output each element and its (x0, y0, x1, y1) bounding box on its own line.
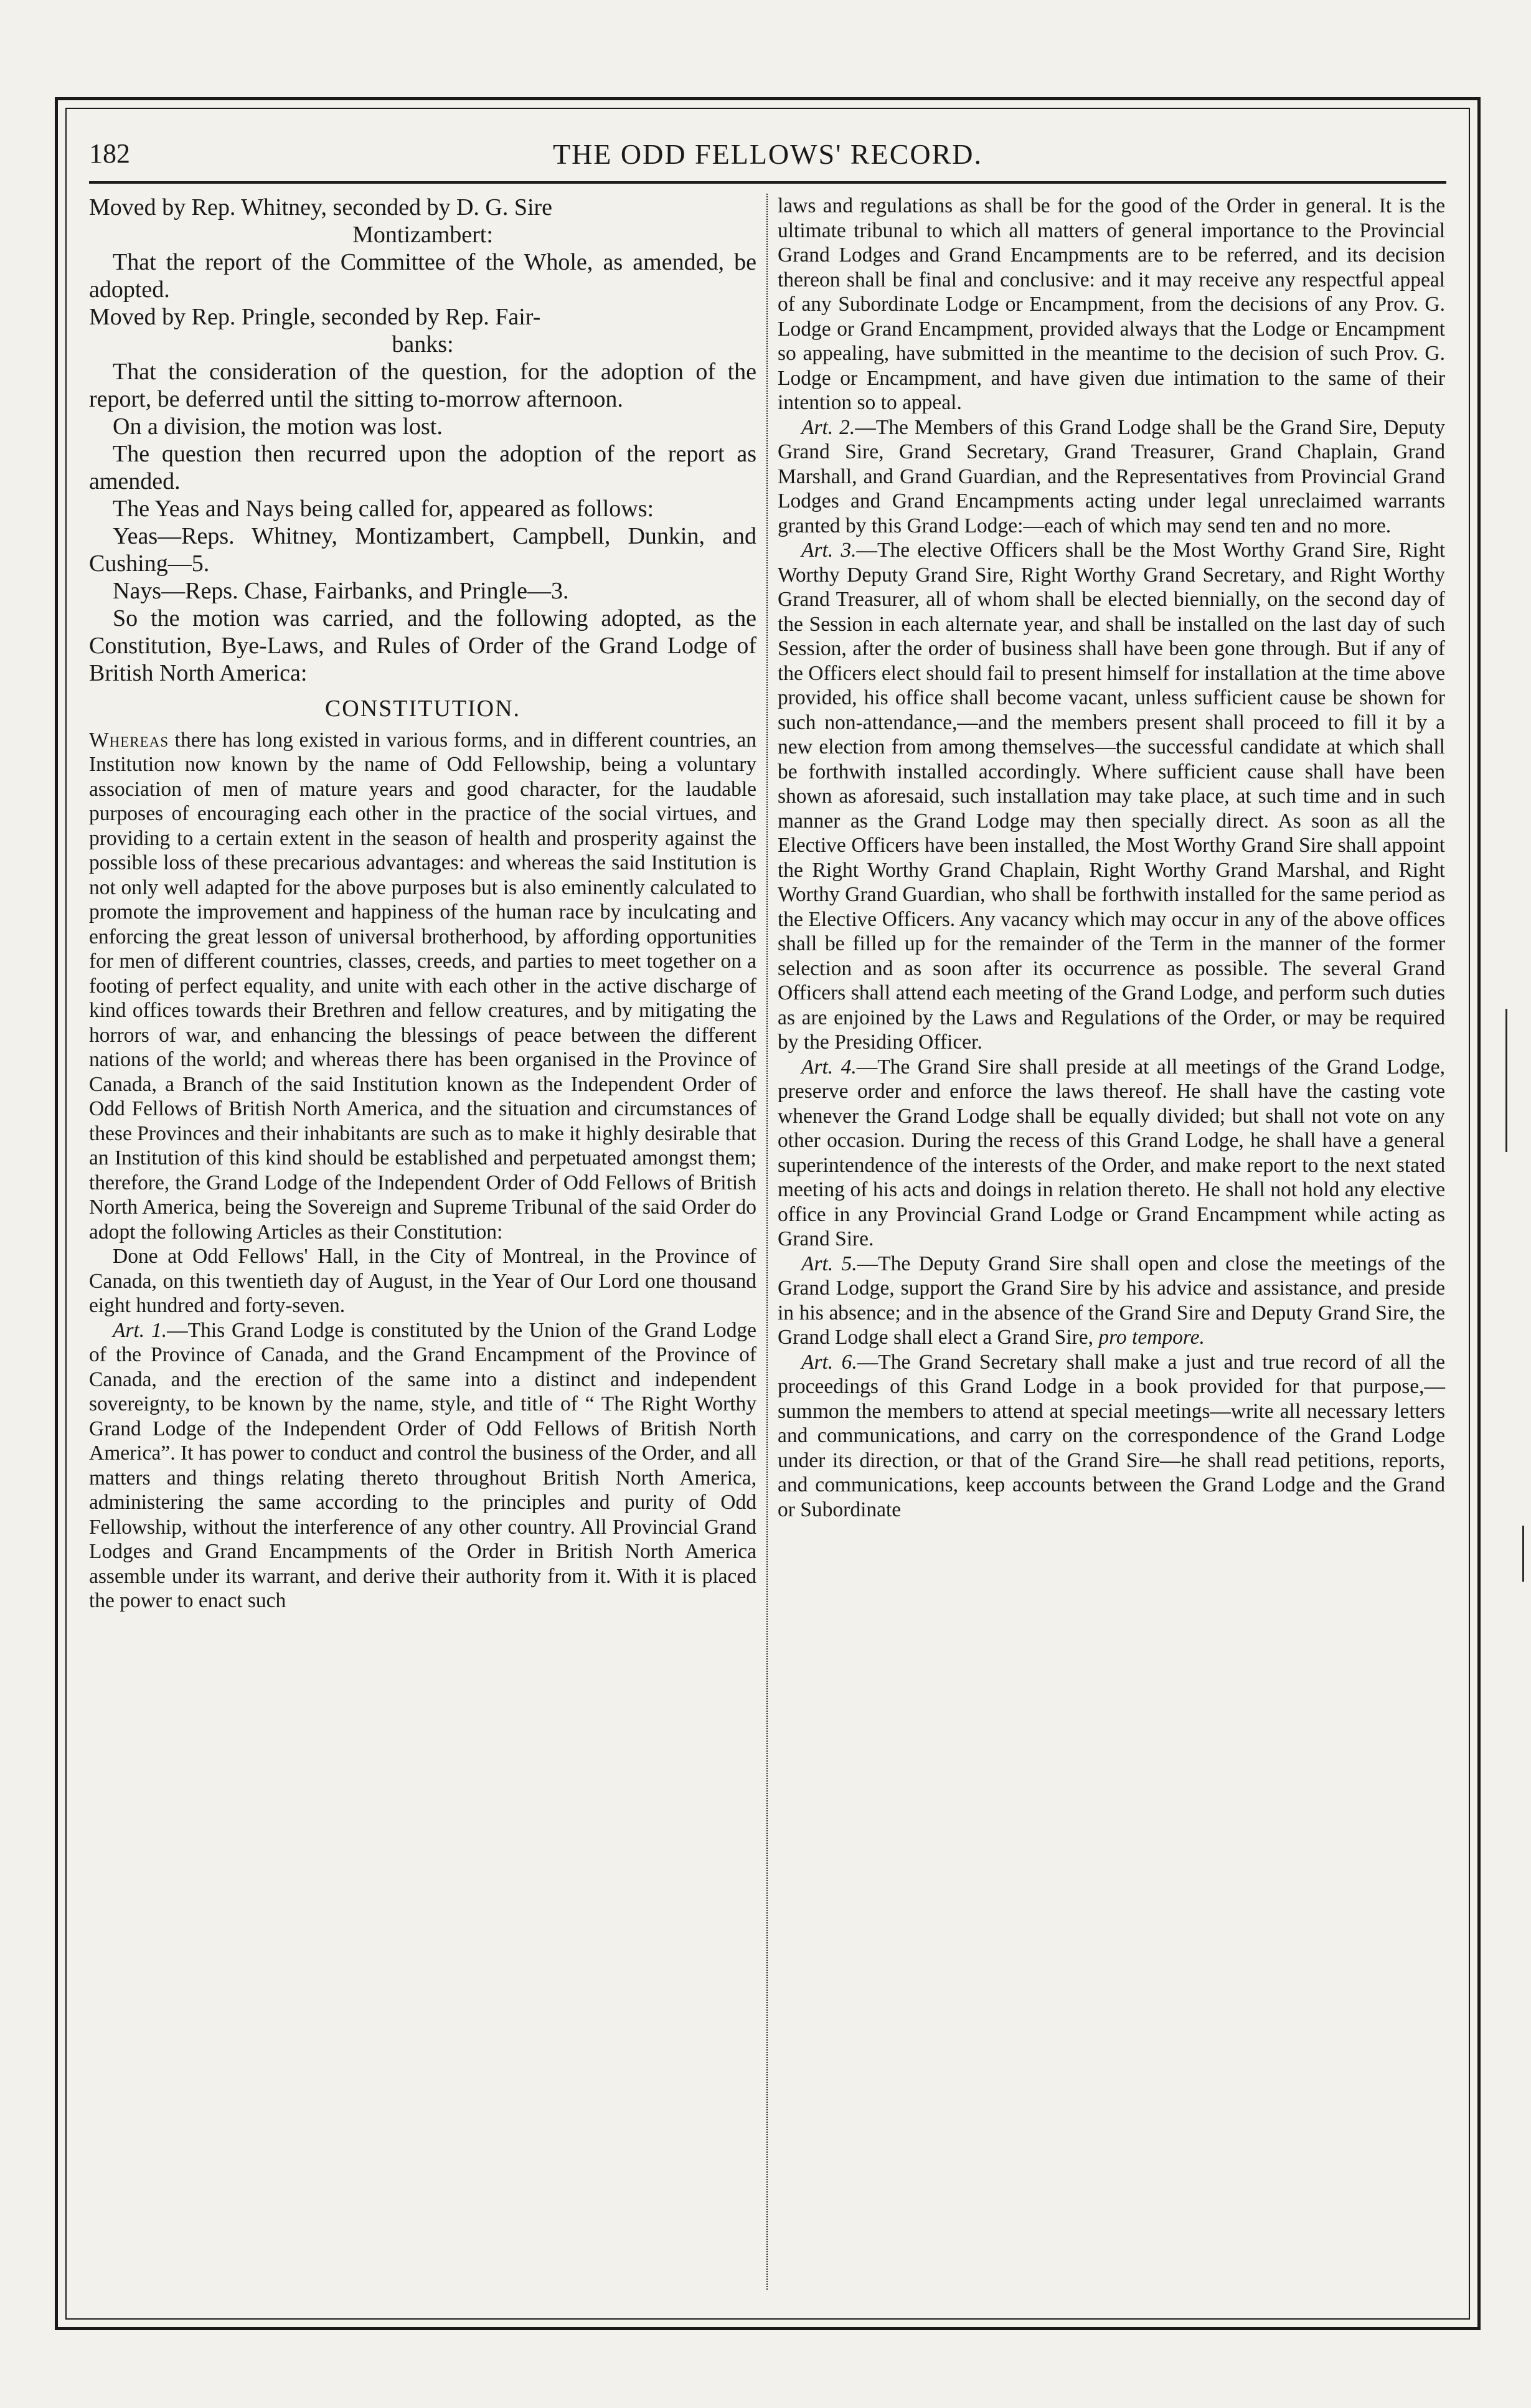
article-label: Art. 4. (801, 1055, 857, 1079)
nays-paragraph: Nays—Reps. Chase, Fairbanks, and Pringle—3. (113, 578, 569, 604)
article-paragraph (778, 415, 1445, 539)
margin-mark (1505, 1009, 1507, 1152)
result-paragraph: The Yeas and Nays being called for, appeared as follows: (113, 496, 654, 522)
preamble-lead-word: Whereas (89, 728, 169, 752)
article-italic: pro tempore. (1098, 1326, 1205, 1349)
article-paragraph (778, 1055, 1445, 1252)
motion-paragraph-cont: banks: (392, 331, 454, 357)
margin-mark (1522, 1526, 1524, 1582)
running-title: THE ODD FELLOWS' RECORD. (552, 138, 983, 170)
page-frame (55, 97, 1481, 2330)
yeas-paragraph: Yeas—Reps. Whitney, Montizambert, Campbell, Dunkin, and Cushing—5. (89, 523, 756, 577)
done-paragraph: Done at Odd Fellows' Hall, in the City of Montreal, in the Province of Canada, on this twentieth day of August, in the Year of Our Lord one thousand eight hundred and forty-seven. (89, 1245, 756, 1317)
article-label: Art. 3. (801, 539, 857, 562)
result-paragraph: So the motion was carried, and the following adopted, as the Constitution, Bye-Laws, and Rules of Order of the Grand Lodge of British North America: (89, 605, 756, 686)
resolution-paragraph: That the consideration of the question, for the adoption of the report, be deferred until the sitting to-morrow afternoon. (89, 359, 756, 412)
article-text: —This Grand Lodge is constituted by the Union of the Grand Lodge of the Province of Canada, and the Grand Encampment of the Province of Canada, and the erection of the same into a distinct and independent sovereignty, to be known by the name, style, and title of “ The Right Worthy Grand Lodge of the Independent Order of Odd Fellows of British North America”. It has power to conduct and control the business of the Order, and all matters and things relating thereto throughout British North America, administering the same according to the principles and purity of Odd Fellowship, without the interference of any other country. All Provincial Grand Lodges and Grand Encampments of the Order in British North America assemble under its warrant, and derive their authority from it. With it is placed the power to enact such (89, 1318, 757, 1612)
column-rule (766, 194, 768, 2290)
article-text: —The Members of this Grand Lodge shall be the Grand Sire, Deputy Grand Sire, Grand Secretary, Grand Treasurer, Grand Chaplain, Grand Marshall, and Grand Guardian, and the Representatives from Provincial Grand Lodges and Grand Encampments acting under legal unreclaimed warrants granted by this Grand Lodge:—each of which may send ten and no more. (778, 415, 1445, 537)
motion-paragraph: Moved by Rep. Pringle, seconded by Rep. Fair- (89, 304, 541, 330)
article-text: —The Grand Secretary shall make a just and true record of all the proceedings of this Grand Lodge in a book provided for that purpose,—summon the members to attend at special meetings—write all necessary letters and communications, and carry on the correspondence of the Grand Lodge under its direction, or that of the Grand Sire—he shall read petitions, reports, and communications, keep accounts between the Grand Lodge and the Grand or Subordinate (778, 1350, 1445, 1521)
result-paragraph: The question then recurred upon the adoption of the report as amended. (89, 441, 756, 494)
result-paragraph: On a division, the motion was lost. (113, 413, 443, 440)
resolution-paragraph: That the report of the Committee of the Whole, as amended, be adopted. (89, 249, 756, 303)
right-column (778, 194, 1445, 2290)
article-text: —The elective Officers shall be the Most Worthy Grand Sire, Right Worthy Deputy Grand Sire, Right Worthy Grand Secretary, and Right Worthy Grand Treasurer, all of whom shall be elected biennially, on the second day of the Session in each alternate year, and shall be installed on the last day of such Session, after the order of business shall have been gone through. But if any of the Officers elect should fail to present himself for installation at the time above provided, his office shall become vacant, unless sufficient cause be shown for such non-attendance,—and the members present shall proceed to fill it by a new election from among themselves—the successful candidate at which shall be forthwith installed accordingly. Where sufficient cause shall have been shown as aforesaid, such installation may take place, at such time and in such manner as the Grand Lodge may then specially direct. As soon as all the Elective Officers have been installed, the Most Worthy Grand Sire shall appoint the Right Worthy Grand Chaplain, Right Worthy Grand Marshal, and Right Worthy Grand Guardian, who shall be forthwith installed for the same period as the Elective Officers. Any vacancy which may occur in any of the above offices shall be filled up for the remainder of the Term in the manner of the former selection and as soon after its occurrence as possible. The several Grand Officers shall attend each meeting of the Grand Lodge, and perform such duties as are enjoined by the Laws and Regulations of the Order, or may be required by the Presiding Officer. (778, 539, 1445, 1054)
article-paragraph (778, 1350, 1445, 1523)
section-heading: CONSTITUTION. (324, 696, 521, 722)
article-continuation: laws and regulations as shall be for the good of the Order in general. It is the ultimate tribunal to which all matters of general importance to the Provincial Grand Lodges and Grand Encampments are to be referred, and its decision thereon shall be final and conclusive: and it may receive any respectful appeal of any Subordinate Lodge or Encampment, from the decisions of any Prov. G. Lodge or Grand Encampment, provided always that the Lodge or Encampment so appealing, have submitted in the meantime to the decision of such Prov. G. Lodge or Encampment, and have given due intimation to the same of their intention so to appeal. (778, 194, 1445, 414)
preamble-paragraph (89, 728, 756, 1245)
article-label: Art. 5. (801, 1252, 857, 1275)
article-label: Art. 6. (801, 1350, 857, 1374)
article-paragraph (778, 538, 1445, 1055)
article-paragraph (778, 1252, 1445, 1350)
left-column (89, 194, 756, 2290)
running-header (89, 131, 1446, 184)
article-text: —The Deputy Grand Sire shall open and close the meetings of the Grand Lodge, support the Grand Sire by his advice and assistance, and preside in his absence; and in the absence of the Grand Sire and Deputy Grand Sire, the Grand Lodge shall elect a Grand Sire, (778, 1252, 1445, 1349)
article-label: Art. 2. (801, 415, 855, 439)
article-text: —The Grand Sire shall preside at all meetings of the Grand Lodge, preserve order and enforce the laws thereof. He shall have the casting vote whenever the Grand Lodge shall be equally divided; but shall not vote on any other occasion. During the recess of this Grand Lodge, he shall have a general superintendence of the interests of the Order, and make report to the next stated meeting of his acts and doings in relation thereto. He shall not hold any elective office in any Provincial Grand Lodge or Grand Encampment while acting as Grand Sire. (778, 1055, 1445, 1250)
motion-paragraph-cont: Montizambert: (352, 222, 493, 248)
article-paragraph (89, 1318, 756, 1613)
article-label: Art. 1. (113, 1318, 167, 1342)
preamble-text: there has long existed in various forms, and in different countries, an Institution now known by the name of Odd Fellowship, being a voluntary association of men of mature years and good character, for the laudable purposes of encouraging each other in the practice of the social virtues, and providing to a certain extent in the season of health and prosperity against the possible loss of these precarious advantages: and whereas the said Institution is not only well adapted for the above purposes but is also eminently calculated to promote the improvement and happiness of the human race by inculcating and enforcing the great lesson of universal brotherhood, by affording opportunities for men of different countries, classes, creeds, and parties to meet together on a footing of perfect equality, and unite with each other in the active discharge of kind offices towards their Brethren and fellow creatures, and by mitigating the horrors of war, and enhancing the blessings of peace between the different nations of the world; and whereas there has been organised in the Province of Canada, a Branch of the said Institution known as the Independent Order of Odd Fellows of British North America, and the situation and circumstances of these Provinces and their inhabitants are such as to make it highly desirable that an Institution of this kind should be established and perpetuated amongst them; therefore, the Grand Lodge of the Independent Order of Odd Fellows of British North America, being the Sovereign and Supreme Tribunal of the said Order do adopt the following Articles as their Constitution: (89, 728, 756, 1244)
page-number: 182 (89, 138, 130, 169)
motion-paragraph: Moved by Rep. Whitney, seconded by D. G. Sire (89, 194, 553, 220)
